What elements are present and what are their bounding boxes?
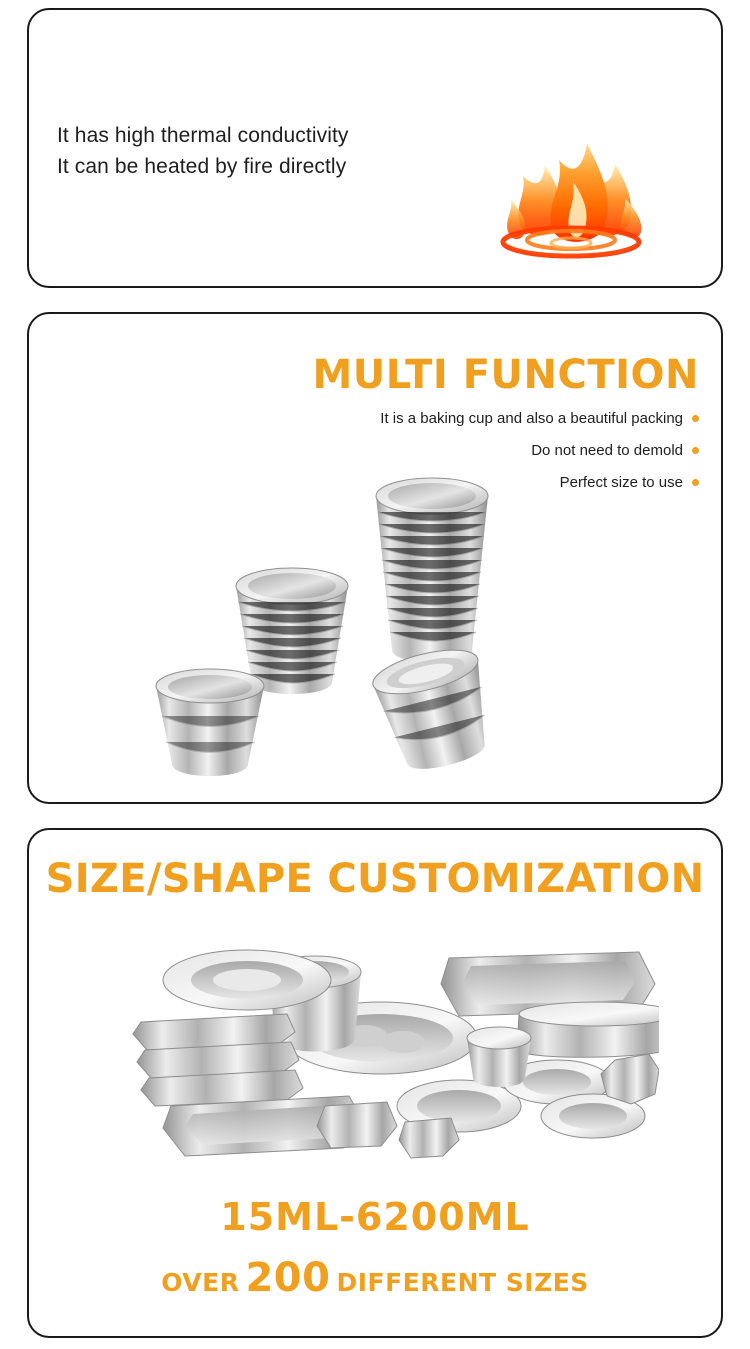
round-bowl [163,950,331,1010]
flame-icon [471,130,661,265]
different-sizes-line [29,1255,721,1301]
foil-trays-image [119,910,659,1165]
thermal-line-2: It can be heated by fire directly [57,155,347,178]
small-cup-square [399,1118,459,1158]
bullet-text: Perfect size to use [559,474,683,491]
multi-function-title: MULTI FUNCTION [312,352,699,398]
deep-rect-tray [517,1002,659,1057]
thermal-line-1: It has high thermal conductivity [57,124,349,147]
tall-cup-stack [376,478,488,662]
sizes-suffix: DIFFERENT SIZES [336,1268,589,1297]
volume-range: 15ML-6200ML [220,1195,530,1239]
bullet-dot-icon [692,415,699,422]
thermal-conductivity-card [27,8,723,288]
bullet-dot-icon [692,479,699,486]
size-shape-title: SIZE/SHAPE CUSTOMIZATION [45,856,705,902]
size-shape-customization-card [27,828,723,1338]
small-pail [467,1027,531,1087]
sizes-count: 200 [245,1255,331,1301]
bullet-text: It is a baking cup and also a beautiful packing [380,410,683,427]
sizes-prefix: OVER [161,1268,240,1297]
bullet-text: Do not need to demold [531,442,683,459]
multi-function-card [27,312,723,804]
octagonal-tray [601,1054,659,1104]
list-item [380,410,699,427]
foil-baking-cups-image [124,454,554,784]
single-cup-left [156,669,264,776]
thermal-description [57,120,349,182]
small-square-tray [317,1102,397,1148]
bullet-dot-icon [692,447,699,454]
stacked-rect-trays [133,1014,303,1106]
tilted-cup [369,641,501,778]
